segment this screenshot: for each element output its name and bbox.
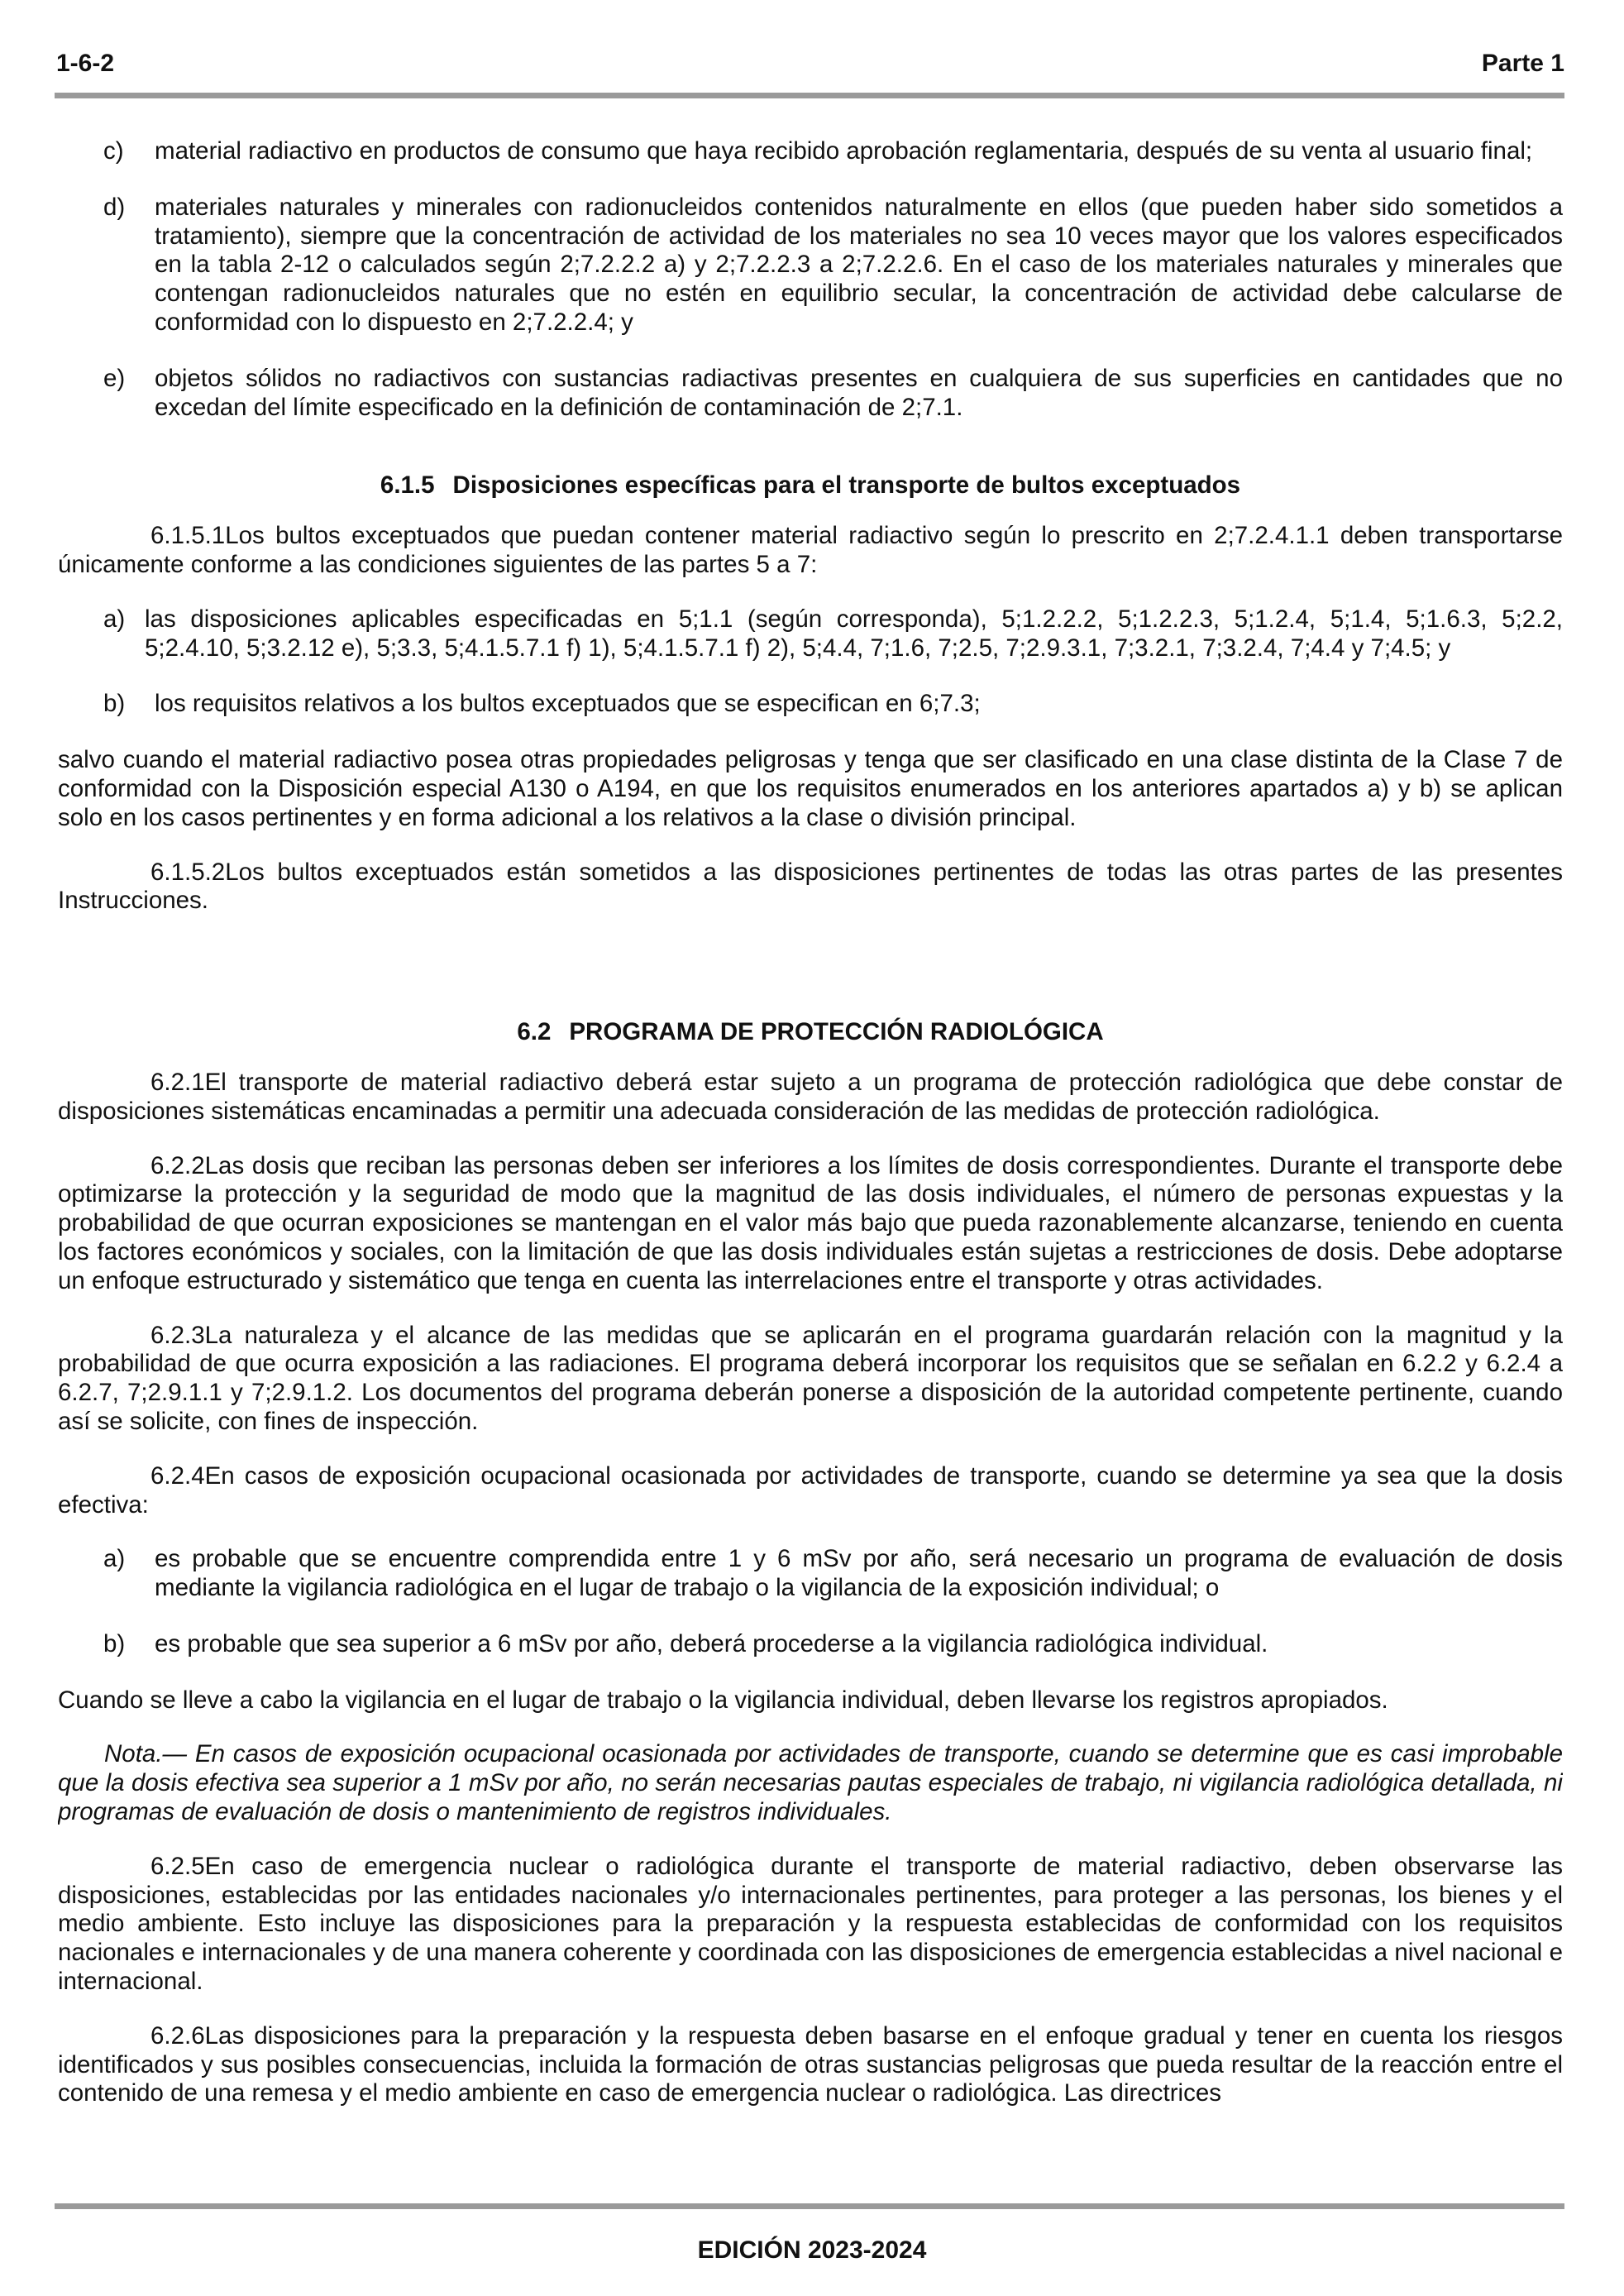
paragraph-text: El transporte de material radiactivo deberá estar sujeto a un programa de protección radiológica que debe constar de disposiciones sistemáticas encaminadas a permitir una adecuada consideración de las medidas de protección radiológica. [58,1068,1563,1125]
list-item-label: b) [103,1629,126,1657]
section-title: Disposiciones específicas para el transporte de bultos exceptuados [452,471,1241,500]
list-item [58,194,1563,337]
paragraph-number: 6.2.2 [150,1151,205,1179]
section-number: 6.2 [517,1018,552,1046]
page-header [56,50,1564,86]
list-item-text: objetos sólidos no radiactivos con sustancias radiactivas presentes en cualquiera de sus superficies en cantidades que no excedan del límite especificado en la definición de contaminación de 2;7.1. [155,364,1563,421]
paragraph-text: Los bultos exceptuados están sometidos a las disposiciones pertinentes de todas las otras partes de las presentes Instrucciones. [58,858,1563,915]
paragraph-text: Los bultos exceptuados que puedan contener material radiactivo según lo prescrito en 2;7.2.4.1.1 deben transportarse únicamente conforme a las condiciones siguientes de las partes 5 a 7: [58,522,1563,578]
page-footer: EDICIÓN 2023-2024 [697,2236,927,2264]
list-item-label: b) [103,690,126,718]
paragraph-6-2-3 [58,1322,1563,1437]
footer-rule [55,2203,1564,2209]
list-item-label: d) [103,193,126,221]
list-item-text: material radiactivo en productos de consumo que haya recibido aprobación reglamentaria, después de su venta al usuario final; [155,137,1533,165]
paragraph-text: En caso de emergencia nuclear o radiológica durante el transporte de material radiactivo, deben observarse las disposiciones, establecidas por las entidades nacionales y/o internacionales pertinentes, para proteger a las personas, los bienes y el medio ambiente. Esto incluye las disposiciones para la preparación y la respuesta establecidas de conformidad con los requisitos nacionales e internacionales y de una manera coherente y coordinada con las disposiciones de emergencia establecidas a nivel nacional e internacional. [58,1852,1563,1996]
list-item-text: los requisitos relativos a los bultos exceptuados que se especifican en 6;7.3; [155,690,981,718]
list-item [58,605,1563,663]
list-item-label: a) [103,605,126,633]
header-rule [55,93,1564,98]
list-item [58,1545,1563,1603]
list-item-label: c) [103,137,124,165]
paragraph-number: 6.2.1 [150,1068,205,1096]
paragraph-text: Las dosis que reciban las personas deben ser inferiores a los límites de dosis correspondientes. Durante el transporte debe optimizarse la protección y la seguridad de modo que la magnitud de las dosis individuales, el número de personas expuestas y la probabilidad de que ocurran exposiciones se mantengan en el valor más bajo que pueda razonablemente alcanzarse, teniendo en cuenta los factores económicos y sociales, con la limitación de que las dosis individuales están sujetas a restricciones de dosis. Debe adoptarse un enfoque estructurado y sistemático que tenga en cuenta las interrelaciones entre el transporte y otras actividades. [58,1151,1563,1294]
paragraph-6-1-5-2 [58,859,1563,916]
paragraph-6-1-5-1 [58,522,1563,580]
paragraph-text: La naturaleza y el alcance de las medidas que se aplicarán en el programa guardarán relación con la magnitud y la probabilidad de que ocurra exposición a las radiaciones. El programa deberá incorporar los requisitos que se señalan en 6.2.2 y 6.2.4 a 6.2.7, 7;2.9.1.1 y 7;2.9.1.2. Los documentos del programa deberán ponerse a disposición de la autoridad competente pertinente, cuando así se solicite, con fines de inspección. [58,1321,1563,1435]
note-paragraph: Nota.— En casos de exposición ocupacional ocasionada por actividades de transporte, cuando se determine que es casi improbable que la dosis efectiva sea superior a 1 mSv por año, no serán necesarias pautas especiales de trabajo, ni vigilancia radiológica detallada, ni programas de evaluación de dosis o mantenimiento de registros individuales. [58,1740,1563,1826]
paragraph-6-2-4 [58,1462,1563,1520]
section-number: 6.1.5 [380,471,435,500]
list-item [58,690,1563,719]
paragraph-text: Las disposiciones para la preparación y la respuesta deben basarse en el enfoque gradual y tener en cuenta los riesgos identificados y sus posibles consecuencias, incluida la formación de otras sustancias peligrosas que pueda resultar de la reacción entre el contenido de una remesa y el medio ambiente en caso de emergencia nuclear o radiológica. Las directrices [58,2021,1563,2107]
section-heading-6-2 [58,1018,1563,1047]
list-item [58,1630,1563,1659]
paragraph-number: 6.2.5 [150,1852,205,1880]
paragraph-after-list: Cuando se lleve a cabo la vigilancia en el lugar de trabajo o la vigilancia individual, deben llevarse los registros apropiados. [58,1686,1388,1714]
paragraph-number: 6.1.5.1 [150,522,226,550]
paragraph-number: 6.2.4 [150,1461,205,1490]
list-item [58,365,1563,423]
list-item-label: e) [103,364,126,392]
section-title: PROGRAMA DE PROTECCIÓN RADIOLÓGICA [569,1018,1104,1046]
paragraph-after-list: salvo cuando el material radiactivo posea otras propiedades peligrosas y tenga que ser clasificado en una clase distinta de la Clase 7 de conformidad con la Disposición especial A130 o A194, en que los requisitos enumerados en los anteriores apartados a) y b) se aplican solo en los casos pertinentes y en forma adicional a los relativos a la clase o división principal. [58,746,1563,831]
paragraph-6-2-1 [58,1069,1563,1126]
paragraph-number: 6.2.3 [150,1321,205,1349]
list-item-text: las disposiciones aplicables especificadas en 5;1.1 (según corresponda), 5;1.2.2.2, 5;1.2.2.3, 5;1.2.4, 5;1.4, 5;1.6.3, 5;2.2, 5;2.4.10, 5;3.2.12 e), 5;3.3, 5;4.1.5.7.1 f) 1), 5;4.1.5.7.1 f) 2), 5;4.4, 7;1.6, 7;2.5, 7;2.9.3.1, 7;3.2.1, 7;3.2.4, 7;4.4 y 7;4.5; y [145,605,1563,662]
page-number: 1-6-2 [56,50,115,77]
part-label: Parte 1 [1481,50,1564,77]
list-item [58,137,1563,166]
list-item-label: a) [103,1545,126,1573]
paragraph-text: En casos de exposición ocupacional ocasionada por actividades de transporte, cuando se determine ya sea que la dosis efectiva: [58,1461,1563,1519]
page-content [58,137,1563,2180]
section-heading-6-1-5 [58,471,1563,500]
paragraph-number: 6.2.6 [150,2021,205,2050]
paragraph-6-2-5 [58,1853,1563,1997]
paragraph-number: 6.1.5.2 [150,858,226,886]
paragraph-6-2-6 [58,2022,1563,2108]
list-item-text: es probable que se encuentre comprendida entre 1 y 6 mSv por año, será necesario un programa de evaluación de dosis mediante la vigilancia radiológica en el lugar de trabajo o la vigilancia de la exposición individual; o [155,1545,1563,1602]
paragraph-6-2-2 [58,1152,1563,1296]
list-item-text: es probable que sea superior a 6 mSv por año, deberá procederse a la vigilancia radiológica individual. [155,1629,1268,1657]
list-item-text: materiales naturales y minerales con radionucleidos contenidos naturalmente en ellos (que pueden haber sido sometidos a tratamiento), siempre que la concentración de actividad de los materiales no sea 10 veces mayor que los valores especificados en la tabla 2-12 o calculados según 2;7.2.2.2 a) y 2;7.2.2.3 a 2;7.2.2.6. En el caso de los materiales naturales y minerales que contengan radionucleidos naturales que no estén en equilibrio secular, la concentración de actividad debe calcularse de conformidad con lo dispuesto en 2;7.2.2.4; y [155,193,1563,336]
